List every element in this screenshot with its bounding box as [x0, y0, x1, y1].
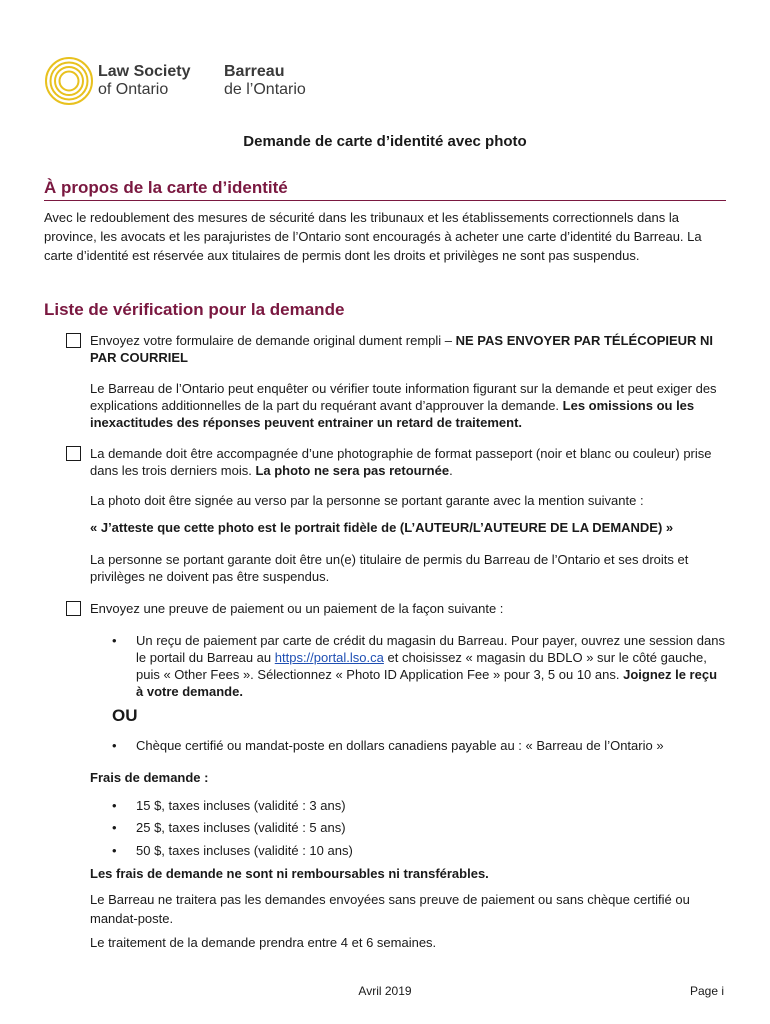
item-payment-text: Envoyez une preuve de paiement ou un paiement de la façon suivante :: [90, 601, 504, 616]
item2-quote: « J’atteste que cette photo est le portrait fidèle de (L’AUTEUR/L’AUTEURE DE LA DEMANDE) »: [90, 520, 674, 535]
processing-time-note: Le traitement de la demande prendra entre 4 et 6 semaines.: [90, 935, 437, 950]
item-photo-quote: [90, 519, 730, 536]
fees-heading: [90, 769, 730, 786]
item-original-form-text: [90, 332, 730, 366]
non-refundable-text: Les frais de demande ne sont ni remboursables ni transférables.: [90, 866, 489, 881]
bullet-icon: •: [112, 843, 117, 858]
bullet1-a: Un reçu de paiement par carte de crédit du magasin du Barreau. Pour payer, ouvrez une session dans le portail du Barreau au: [136, 633, 725, 665]
checkbox-original-form[interactable]: [66, 333, 81, 348]
item2-end: .: [449, 463, 453, 478]
portal-link[interactable]: https://portal.lso.ca: [274, 650, 384, 665]
law-society-logo-rings-icon: [44, 56, 94, 106]
bullet-cheque-text: Chèque certifié ou mandat-poste en dollars canadiens payable au : « Barreau de l’Ontario »: [136, 738, 664, 753]
logo-fr-line1: Barreau: [224, 63, 285, 80]
item1-note-text: Le Barreau de l’Ontario peut enquêter ou vérifier toute information figurant sur la demande et peut exiger des explications additionnelles de la part du requérant avant d’approuver la demande.: [90, 381, 717, 413]
logo-french-name: [224, 63, 306, 99]
logo-english-name: [98, 63, 190, 99]
item1-text: Envoyez votre formulaire de demande original dument rempli –: [90, 333, 456, 348]
no-process-note: Le Barreau ne traitera pas les demandes envoyées sans preuve de paiement ou sans chèque certifié ou mandat-poste.: [90, 892, 690, 926]
bullet-credit-text: [136, 632, 726, 700]
section-about-body: Avec le redoublement des mesures de sécurité dans les tribunaux et les établissements correctionnels dans la province, les avocats et les parajuristes de l’Ontario sont encouragés à acheter une carte d’identité du Barreau. La carte d’identité est réservée aux titulaires de permis dont les droits et privilèges ne sont pas suspendus.: [44, 210, 702, 263]
bullet1-b: et choisissez « magasin du BDLO » sur le côté gauche, puis « Other Fees ». Sélectionnez « Photo ID Application Fee » pour 3, 5 ou 10 ans.: [136, 650, 707, 682]
or-separator: OU: [112, 706, 138, 725]
non-refundable-note: [90, 865, 730, 882]
item-original-form-note: [90, 380, 730, 431]
logo-en-line1: Law Society: [98, 63, 191, 80]
footer-date: Avril 2019: [358, 984, 412, 998]
bullet-icon: •: [112, 633, 117, 648]
logo-en-line2: of Ontario: [98, 81, 169, 98]
checkbox-payment[interactable]: [66, 601, 81, 616]
fee-text: 50 $, taxes incluses (validité : 10 ans): [136, 843, 353, 858]
section-about-heading: À propos de la carte d’identité: [44, 178, 726, 201]
checkbox-photo[interactable]: [66, 446, 81, 461]
section-checklist-heading: Liste de vérification pour la demande: [44, 300, 345, 319]
document-title: Demande de carte d’identité avec photo: [243, 133, 527, 150]
item2-text: La demande doit être accompagnée d’une photographie de format passeport (noir et blanc ou couleur) prise dans les trois derniers mois.: [90, 446, 712, 478]
logo-fr-line2: de l’Ontario: [224, 81, 306, 98]
footer-page-number: Page i: [689, 984, 724, 998]
fee-text: 25 $, taxes incluses (validité : 5 ans): [136, 820, 346, 835]
bullet1-bold: Joignez le reçu à votre demande.: [136, 667, 718, 699]
bullet-icon: •: [112, 820, 117, 835]
item2-bold: La photo ne sera pas retournée: [255, 463, 450, 478]
fees-heading-text: Frais de demande :: [90, 770, 209, 785]
item-photo-guarantor: La personne se portant garante doit être un(e) titulaire de permis du Barreau de l’Ontario et ses droits et privilèges ne doivent pas être suspendus.: [90, 552, 689, 584]
item1-note-bold: Les omissions ou les inexactitudes des réponses peuvent entrainer un retard de traitement.: [90, 398, 695, 430]
item-photo-text: [90, 445, 730, 479]
item1-bold: NE PAS ENVOYER PAR TÉLÉCOPIEUR NI PAR COURRIEL: [90, 333, 714, 365]
item-photo-sign-text: La photo doit être signée au verso par la personne se portant garante avec la mention suivante :: [90, 493, 644, 508]
fee-text: 15 $, taxes incluses (validité : 3 ans): [136, 798, 346, 813]
bullet-icon: •: [112, 738, 117, 753]
bullet-icon: •: [112, 798, 117, 813]
